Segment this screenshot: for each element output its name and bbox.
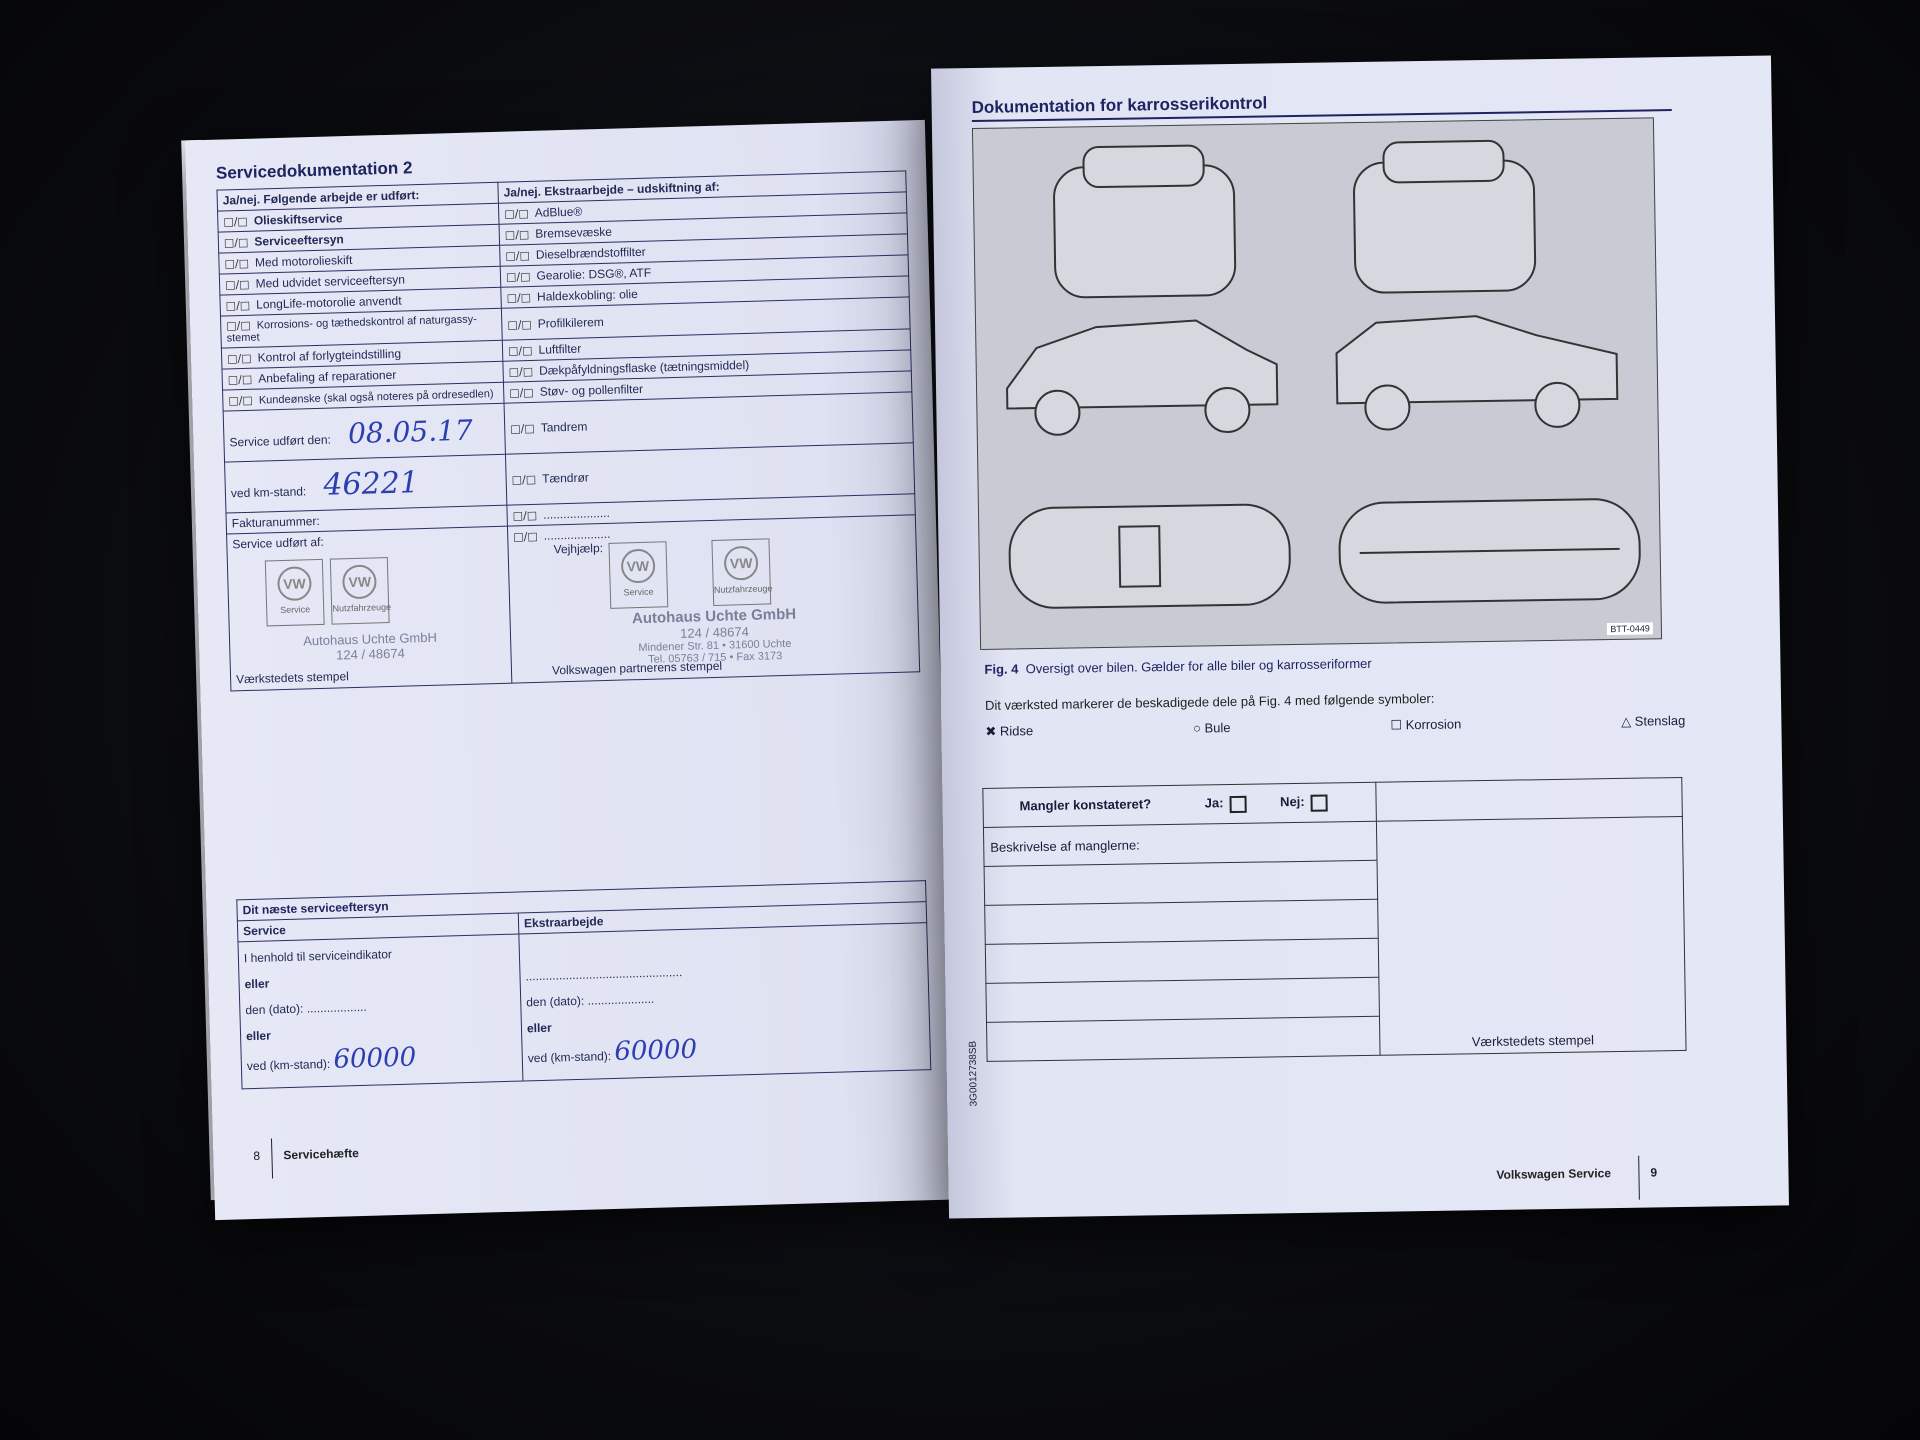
workshop-stamp-area: Værkstedets stempel [1376, 816, 1686, 1055]
next-service-cell[interactable]: I henhold til serviceindikator eller den (dato): .................. eller ved (km-stand): 60000 [238, 934, 523, 1089]
describe-line[interactable] [986, 977, 1380, 1022]
describe-line[interactable] [985, 938, 1379, 983]
side-code: 3G0012738SB [967, 1040, 980, 1107]
vw-nutz-stamp: VW Nutzfahrzeuge [330, 557, 390, 625]
right-item[interactable]: □/□ Støv- og pollenfilter [503, 371, 911, 403]
car-overview-figure [972, 117, 1662, 650]
no-checkbox[interactable] [1311, 794, 1328, 811]
km-value: 46221 [322, 464, 420, 503]
vw-nutz-stamp: VW Nutzfahrzeuge [711, 538, 771, 606]
right-item[interactable]: □/□ Profilkilerem [501, 297, 910, 340]
vw-logo-icon: VW [277, 566, 312, 601]
footer-brand: Volkswagen Service [1496, 1166, 1612, 1182]
right-item[interactable]: □/□ Dækpåfyldningsflaske (tætningsmiddel) [503, 350, 911, 382]
partner-stamp-label: Volkswagen partnerens stempel [551, 658, 723, 678]
defects-table [982, 777, 1686, 1062]
page-heading: Servicedokumentation 2 [215, 158, 413, 183]
left-page [185, 120, 955, 1220]
extra-work-cell[interactable]: ............................................... den (dato): .................... eller ved (km-stand): 60000 [519, 923, 931, 1081]
right-item[interactable]: □/□ Tandrem [504, 392, 913, 454]
left-item[interactable]: □/□ Kundeønske (skal også noteres på ordresedlen) [223, 382, 504, 411]
right-item[interactable]: □/□ AdBlue® [498, 192, 906, 224]
symbol-scratch: ✖ Ridse [985, 723, 1034, 739]
left-item[interactable]: □/□ Olieskiftservice [218, 203, 499, 232]
symbol-stonechip: △ Stenslag [1621, 712, 1686, 729]
vw-logo-icon: VW [342, 564, 377, 599]
right-item[interactable]: □/□ Tændrør [505, 443, 914, 505]
vw-logo-icon: VW [724, 546, 759, 581]
right-item[interactable]: □/□ Luftfilter [502, 329, 910, 361]
roadside-cell: □/□ .................... Vejhjælp: VW Service VW Nutzfahrzeuge Autohaus Uchte GmbH 124 / 48674 Mindener Str. 81 • 31600 Uchte Tel. 05763 / 715 • Fax 3173 Volkswagen partnerens stempel [507, 515, 919, 683]
describe-line[interactable] [984, 860, 1378, 905]
service-date-value: 08.05.17 [347, 413, 474, 450]
figure-code: BTT-0449 [1607, 622, 1653, 635]
col-left-header: Ja/nej. Følgende arbejde er udført: [217, 182, 498, 211]
page-number: 9 [1650, 1165, 1658, 1180]
invoice-field[interactable]: Fakturanummer: [226, 505, 507, 534]
describe-label: Beskrivelse af manglerne: [983, 821, 1377, 866]
km-field[interactable]: ved km-stand: 46221 [225, 454, 507, 513]
right-item[interactable]: □/□ Dieselbrændstoffilter [500, 234, 908, 266]
defects-question: Mangler konstateret? Ja: Nej: [983, 782, 1377, 827]
page-heading: Dokumentation for karrosserikontrol [971, 93, 1268, 118]
symbol-dent: ○ Bule [1192, 720, 1231, 736]
footer-divider [1638, 1156, 1640, 1200]
vw-logo-icon: VW [620, 549, 655, 584]
car-outlines-svg [973, 118, 1661, 649]
left-item[interactable]: □/□ Med motorolieskift [219, 245, 500, 274]
vw-service-stamp: VW Service [608, 541, 668, 609]
footer-divider [271, 1139, 273, 1179]
left-item[interactable]: □/□ Korrosions- og tæthedskontrol af naturgassy-stemet [220, 308, 502, 348]
describe-line[interactable] [987, 1016, 1381, 1061]
left-item[interactable]: □/□ Med udvidet serviceeftersyn [219, 266, 500, 295]
next-service-title: Dit næste serviceeftersyn [237, 881, 926, 921]
symbol-corrosion: ☐ Korrosion [1390, 716, 1462, 733]
right-item[interactable]: □/□ .................... [507, 494, 915, 526]
left-item[interactable]: □/□ Anbefaling af reparationer [222, 361, 503, 390]
instruction: Dit værksted markerer de beskadigede dele på Fig. 4 med følgende symboler: [984, 690, 1435, 713]
symbol-legend [985, 713, 1685, 740]
left-item[interactable]: □/□ LongLife-motorolie anvendt [220, 287, 501, 316]
col-right-header: Ja/nej. Ekstraarbejde – udskiftning af: [498, 171, 906, 203]
service-table [216, 170, 920, 691]
left-item[interactable]: □/□ Kontrol af forlygteindstilling [221, 340, 502, 369]
figure-caption: Fig. 4 Oversigt over bilen. Gælder for alle biler og karrosseriformer [984, 655, 1372, 677]
yes-checkbox[interactable] [1229, 795, 1246, 812]
footer-title: Servicehæfte [283, 1146, 359, 1163]
service-by-cell: Service udført af: VW Service VW Nutzfahrzeuge Autohaus Uchte GmbH 124 / 48674 Værkstedets stempel [227, 526, 512, 691]
right-item[interactable]: □/□ Gearolie: DSG®, ATF [500, 255, 908, 287]
service-date-field[interactable]: Service udført den: 08.05.17 [223, 403, 505, 462]
page-number: 8 [253, 1148, 261, 1164]
vw-service-stamp: VW Service [265, 559, 325, 627]
right-item[interactable]: □/□ Bremsevæske [499, 213, 907, 245]
describe-line[interactable] [985, 899, 1379, 944]
left-item[interactable]: □/□ Serviceeftersyn [218, 224, 499, 253]
right-page [931, 55, 1789, 1218]
right-item[interactable]: □/□ Haldexkobling: olie [501, 276, 909, 308]
workshop-stamp-label: Værkstedets stempel [235, 669, 350, 687]
next-service-table: Dit næste serviceeftersyn Service Ekstraarbejde I henhold til serviceindikator eller den (dato): .................. eller ved (km-stand): 60000 ............................................... den (dato): .................... eller ved (km-stand): 60000 [236, 880, 931, 1089]
